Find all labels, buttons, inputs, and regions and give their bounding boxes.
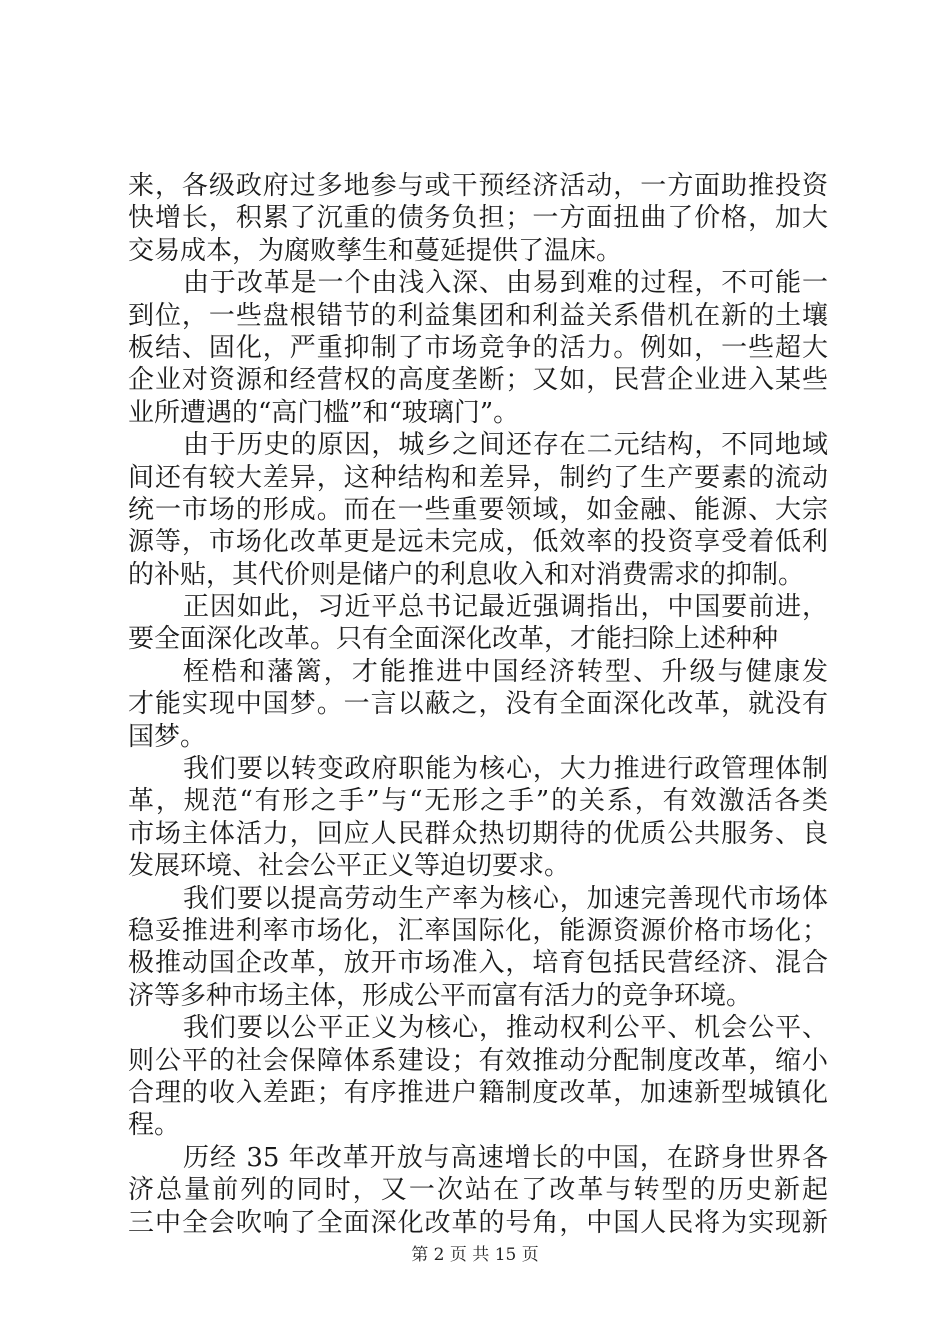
text-line: 源等，市场化改革更是远未完成，低效率的投资享受着低利 xyxy=(128,527,828,558)
text-line: 统一市场的形成。而在一些重要领域，如金融、能源、大宗 xyxy=(128,494,828,525)
text-line: 由于历史的原因，城乡之间还存在二元结构，不同地域 xyxy=(183,430,828,461)
text-line: 业所遭遇的“高门槛”和“玻璃门”。 xyxy=(128,397,520,428)
text-line: 来，各级政府过多地参与或干预经济活动，一方面助推投资 xyxy=(128,171,828,201)
text-line: 极推动国企改革，放开市场准入，培育包括民营经济、混合 xyxy=(128,948,828,979)
text-line: 我们要以提高劳动生产率为核心，加速完善现代市场体 xyxy=(183,883,828,914)
text-line: 程。 xyxy=(128,1110,181,1141)
text-line: 企业对资源和经营权的高度垄断；又如，民营企业进入某些 xyxy=(128,365,828,396)
text-line: 我们要以公平正义为核心，推动权利公平、机会公平、 xyxy=(183,1013,828,1044)
text-line: 才能实现中国梦。一言以蔽之，没有全面深化改革，就没有 xyxy=(128,689,828,720)
text-line: 国梦。 xyxy=(128,721,207,752)
text-line: 革，规范“有形之手”与“无形之手”的关系，有效激活各类 xyxy=(128,786,828,817)
text-line: 桎梏和藩篱，才能推进中国经济转型、升级与健康发 xyxy=(183,656,828,687)
text-line: 由于改革是一个由浅入深、由易到难的过程，不可能一 xyxy=(183,268,828,299)
text-line: 到位，一些盘根错节的利益集团和利益关系借机在新的土壤 xyxy=(128,300,828,331)
page-footer: 第 2 页 共 15 页 xyxy=(411,1245,539,1265)
text-line: 稳妥推进利率市场化，汇率国际化，能源资源价格市场化； xyxy=(128,915,828,946)
text-line: 发展环境、社会公平正义等迫切要求。 xyxy=(128,851,571,882)
text-line: 则公平的社会保障体系建设；有效推动分配制度改革，缩小 xyxy=(128,1045,828,1076)
text-line: 历经 35 年改革开放与高速增长的中国，在跻身世界各 xyxy=(183,1142,828,1173)
text-line: 板结、固化，严重抑制了市场竞争的活力。例如，一些超大 xyxy=(128,332,828,363)
text-line: 的补贴，其代价则是储户的利息收入和对消费需求的抑制。 xyxy=(128,559,805,590)
text-line: 济总量前列的同时，又一次站在了改革与转型的历史新起 xyxy=(128,1175,828,1206)
text-line: 正因如此，习近平总书记最近强调指出，中国要前进， xyxy=(183,592,828,623)
text-line: 合理的收入差距；有序推进户籍制度改革，加速新型城镇化 xyxy=(128,1077,828,1108)
text-line: 济等多种市场主体，形成公平而富有活力的竞争环境。 xyxy=(128,980,753,1011)
text-line: 市场主体活力，回应人民群众热切期待的优质公共服务、良 xyxy=(128,818,828,849)
text-line: 要全面深化改革。只有全面深化改革，才能扫除上述种种 xyxy=(128,624,779,655)
text-line: 交易成本，为腐败孳生和蔓延提供了温床。 xyxy=(128,235,623,266)
text-line: 快增长，积累了沉重的债务负担；一方面扭曲了价格，加大 xyxy=(128,203,828,234)
text-line: 三中全会吹响了全面深化改革的号角，中国人民将为实现新 xyxy=(128,1207,828,1238)
text-line: 间还有较大差异，这种结构和差异，制约了生产要素的流动 xyxy=(128,462,828,493)
text-line: 我们要以转变政府职能为核心，大力推进行政管理体制 xyxy=(183,754,828,785)
document-body xyxy=(128,170,828,1239)
